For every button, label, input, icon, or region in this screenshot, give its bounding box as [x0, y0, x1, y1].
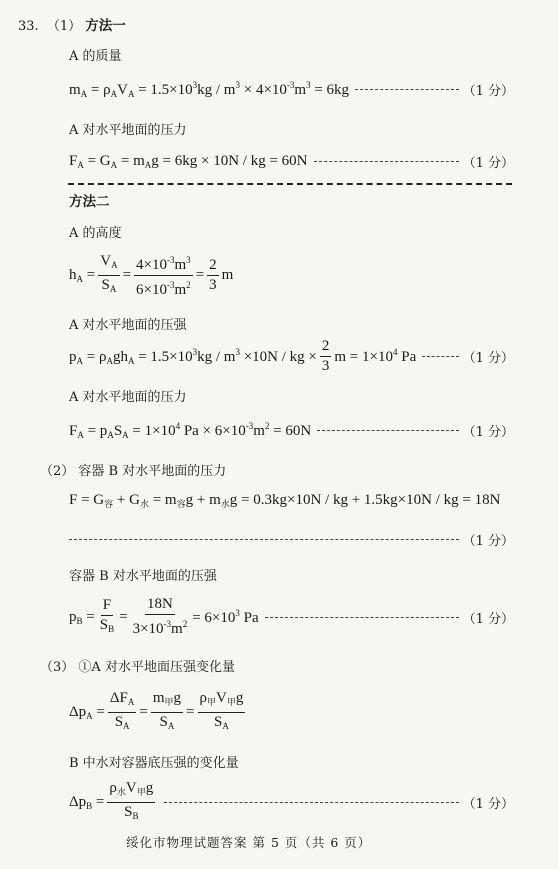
part2-force-leader [69, 530, 514, 549]
part3-delta-pa-equation: $\Delta p_A$ = $\frac{\Delta F_A}{S_A}$ = $\frac{m_甲g}{S_A}$ = $\frac{\rho_甲V_甲g}{S_A}$ [69, 690, 244, 731]
part3-heading: （3） ①A 对水平地面压强变化量 [40, 660, 235, 675]
force-equation: $F_A = G_A = m_Ag = 6kg \times 10N$ / kg = 60N （1 分） [69, 153, 514, 171]
height-equation: $h_A$ = $\frac{V_A}{S_A}$ = $\frac{4\times 10^{-3}m^3}{6\times 10^{-3}m^2}$ = $\frac{2}{3}$ m [69, 253, 234, 298]
pressure-equation: $p_A = \rho_Agh_A = 1.5\times 10^3kg / m^3 \times 10N$ / kg × $\frac{2}{3}$ $m = 1\times 10^4$ Pa （1 分） [69, 338, 514, 374]
method-separator [68, 183, 512, 185]
part2-pressure-score: （1 分） [462, 611, 514, 627]
part3-score: （1 分） [462, 797, 514, 812]
part3-sub2-heading: B 中水对容器底压强的变化量 [69, 756, 239, 771]
mass-equation: $m_A = \rho_AV_A = 1.5\times 10^3kg / m^3 \times 4\times 10^{-3}m^3 = 6kg$ （1 分） [69, 80, 514, 99]
pressure-heading: A 对水平地面的压强 [69, 318, 187, 333]
force-score: （1 分） [462, 156, 514, 171]
method1-title: 方法一 [85, 18, 126, 34]
force2-equation: $F_A = p_AS_A = 1\times 10^4$ $Pa \times 6\times 10^{-3}m^2 = 60N$ （1 分） [69, 421, 514, 440]
method2-title: 方法二 [69, 194, 110, 210]
part2-force-score: （1 分） [462, 534, 514, 549]
part2-force-equation: $F = G_容 + G_水 = m_容g + m_水g = 0.3kg\times 10N$ / kg + 1.5kg×10N / kg = 18N [69, 492, 501, 509]
force2-score: （1 分） [462, 425, 514, 440]
part2-heading: （2） 容器 B 对水平地面的压力 [40, 464, 227, 479]
problem-number: 33. （1） 方法一 [18, 18, 126, 34]
height-heading: A 的高度 [69, 226, 122, 241]
pressure-score: （1 分） [462, 351, 514, 366]
mass-heading: A 的质量 [69, 49, 122, 64]
part3-delta-pb-equation: $\Delta p_B$ = $\frac{\rho_水V_甲g}{S_B}$ （1 分） [69, 780, 514, 821]
part2-pressure-equation: $p_B$ = $\frac{F}{S_B}$ = $\frac{18N}{3\times 10^{-3}m^2}$ = $6\times 10^3$ Pa （1 分） [69, 596, 514, 637]
page-footer: 绥化市物理试题答案 第 5 页（共 6 页） [126, 835, 372, 850]
force-heading: A 对水平地面的压力 [69, 123, 187, 138]
part2-pressure-heading: 容器 B 对水平地面的压强 [69, 569, 217, 584]
mass-score: （1 分） [462, 84, 514, 99]
force2-heading: A 对水平地面的压力 [69, 390, 187, 405]
